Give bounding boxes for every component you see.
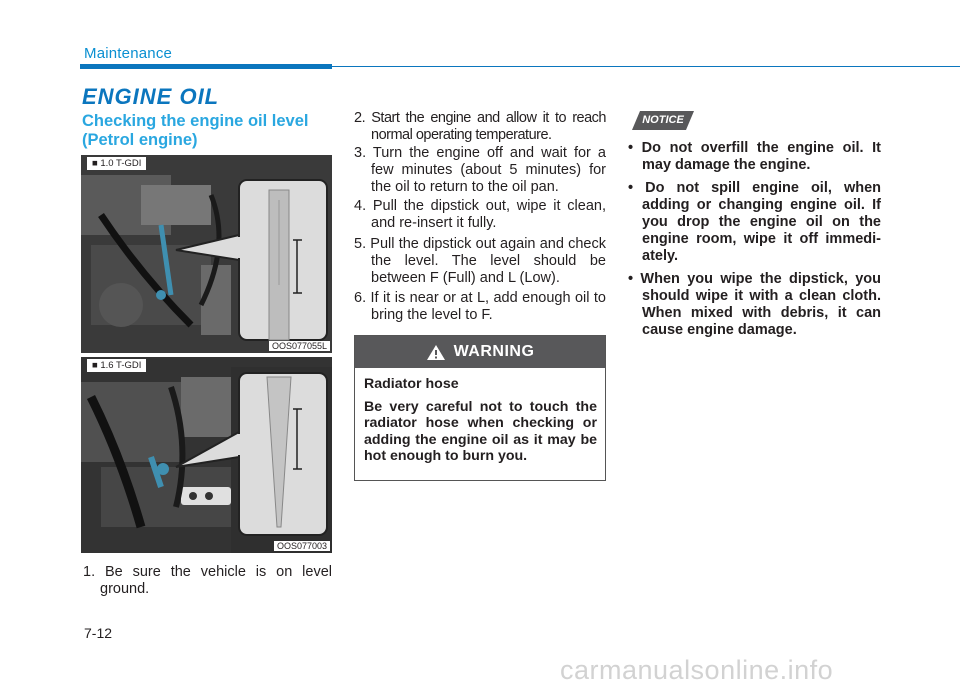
figure-2-tag: ■ 1.6 T-GDI — [87, 359, 146, 372]
step-3: 3. Turn the engine off and wait for a few minutes (about 5 minutes) for the oil to return to the oil pan. — [354, 145, 606, 195]
step-4: 4. Pull the dipstick out, wipe it clean, and re-insert it fully. — [354, 198, 606, 231]
header-rule-thick — [80, 64, 332, 69]
warning-text: Be very careful not to touch the radiator hose when checking or adding the engine oil as it may be hot enough to burn you. — [364, 398, 597, 464]
figure-1-tag: ■ 1.0 T-GDI — [87, 157, 146, 170]
figure-1-code: OOS077055L — [269, 341, 330, 351]
engine-bay-illustration-2 — [81, 357, 332, 553]
engine-photo-2 — [81, 357, 332, 553]
warning-header — [355, 336, 605, 368]
notice-item: • Do not spill engine oil, when adding or changing engine oil. If you drop the engine oil on the engine room, wipe it off immedi-ately. — [628, 180, 881, 264]
step-1: 1. Be sure the vehicle is on level ground. — [83, 564, 332, 597]
header-rule-thin — [332, 66, 960, 67]
step-2: 2. Start the engine and allow it to reach normal operating temperature. — [354, 110, 606, 143]
engine-bay-illustration-1 — [81, 155, 332, 353]
engine-photo-1 — [81, 155, 332, 353]
subtitle: Checking the engine oil level (Petrol engine) — [82, 112, 309, 149]
warning-triangle-icon — [426, 344, 446, 361]
notice-item: • When you wipe the dipstick, you should wipe it with a clean cloth. When mixed with debris, it can cause engine damage. — [628, 271, 881, 338]
watermark: carmanualsonline.info — [560, 655, 834, 685]
notice-list — [628, 140, 881, 345]
page-number: 7-12 — [84, 625, 113, 641]
warning-label: WARNING — [453, 343, 535, 360]
chapter-title: ENGINE OIL — [82, 84, 220, 109]
section-label: Maintenance — [84, 45, 173, 62]
warning-title: Radiator hose — [364, 376, 459, 392]
warning-box — [354, 335, 606, 481]
step-5: 5. Pull the dipstick out again and check the level. The level should be between F (Full) and L (Low). — [354, 236, 606, 286]
step-6: 6. If it is near or at L, add enough oil to bring the level to F. — [354, 290, 606, 323]
notice-item: • Do not overfill the engine oil. It may damage the engine. — [628, 140, 881, 173]
notice-label: NOTICE — [642, 114, 684, 126]
figure-2-code: OOS077003 — [274, 541, 330, 551]
notice-badge — [632, 111, 694, 130]
